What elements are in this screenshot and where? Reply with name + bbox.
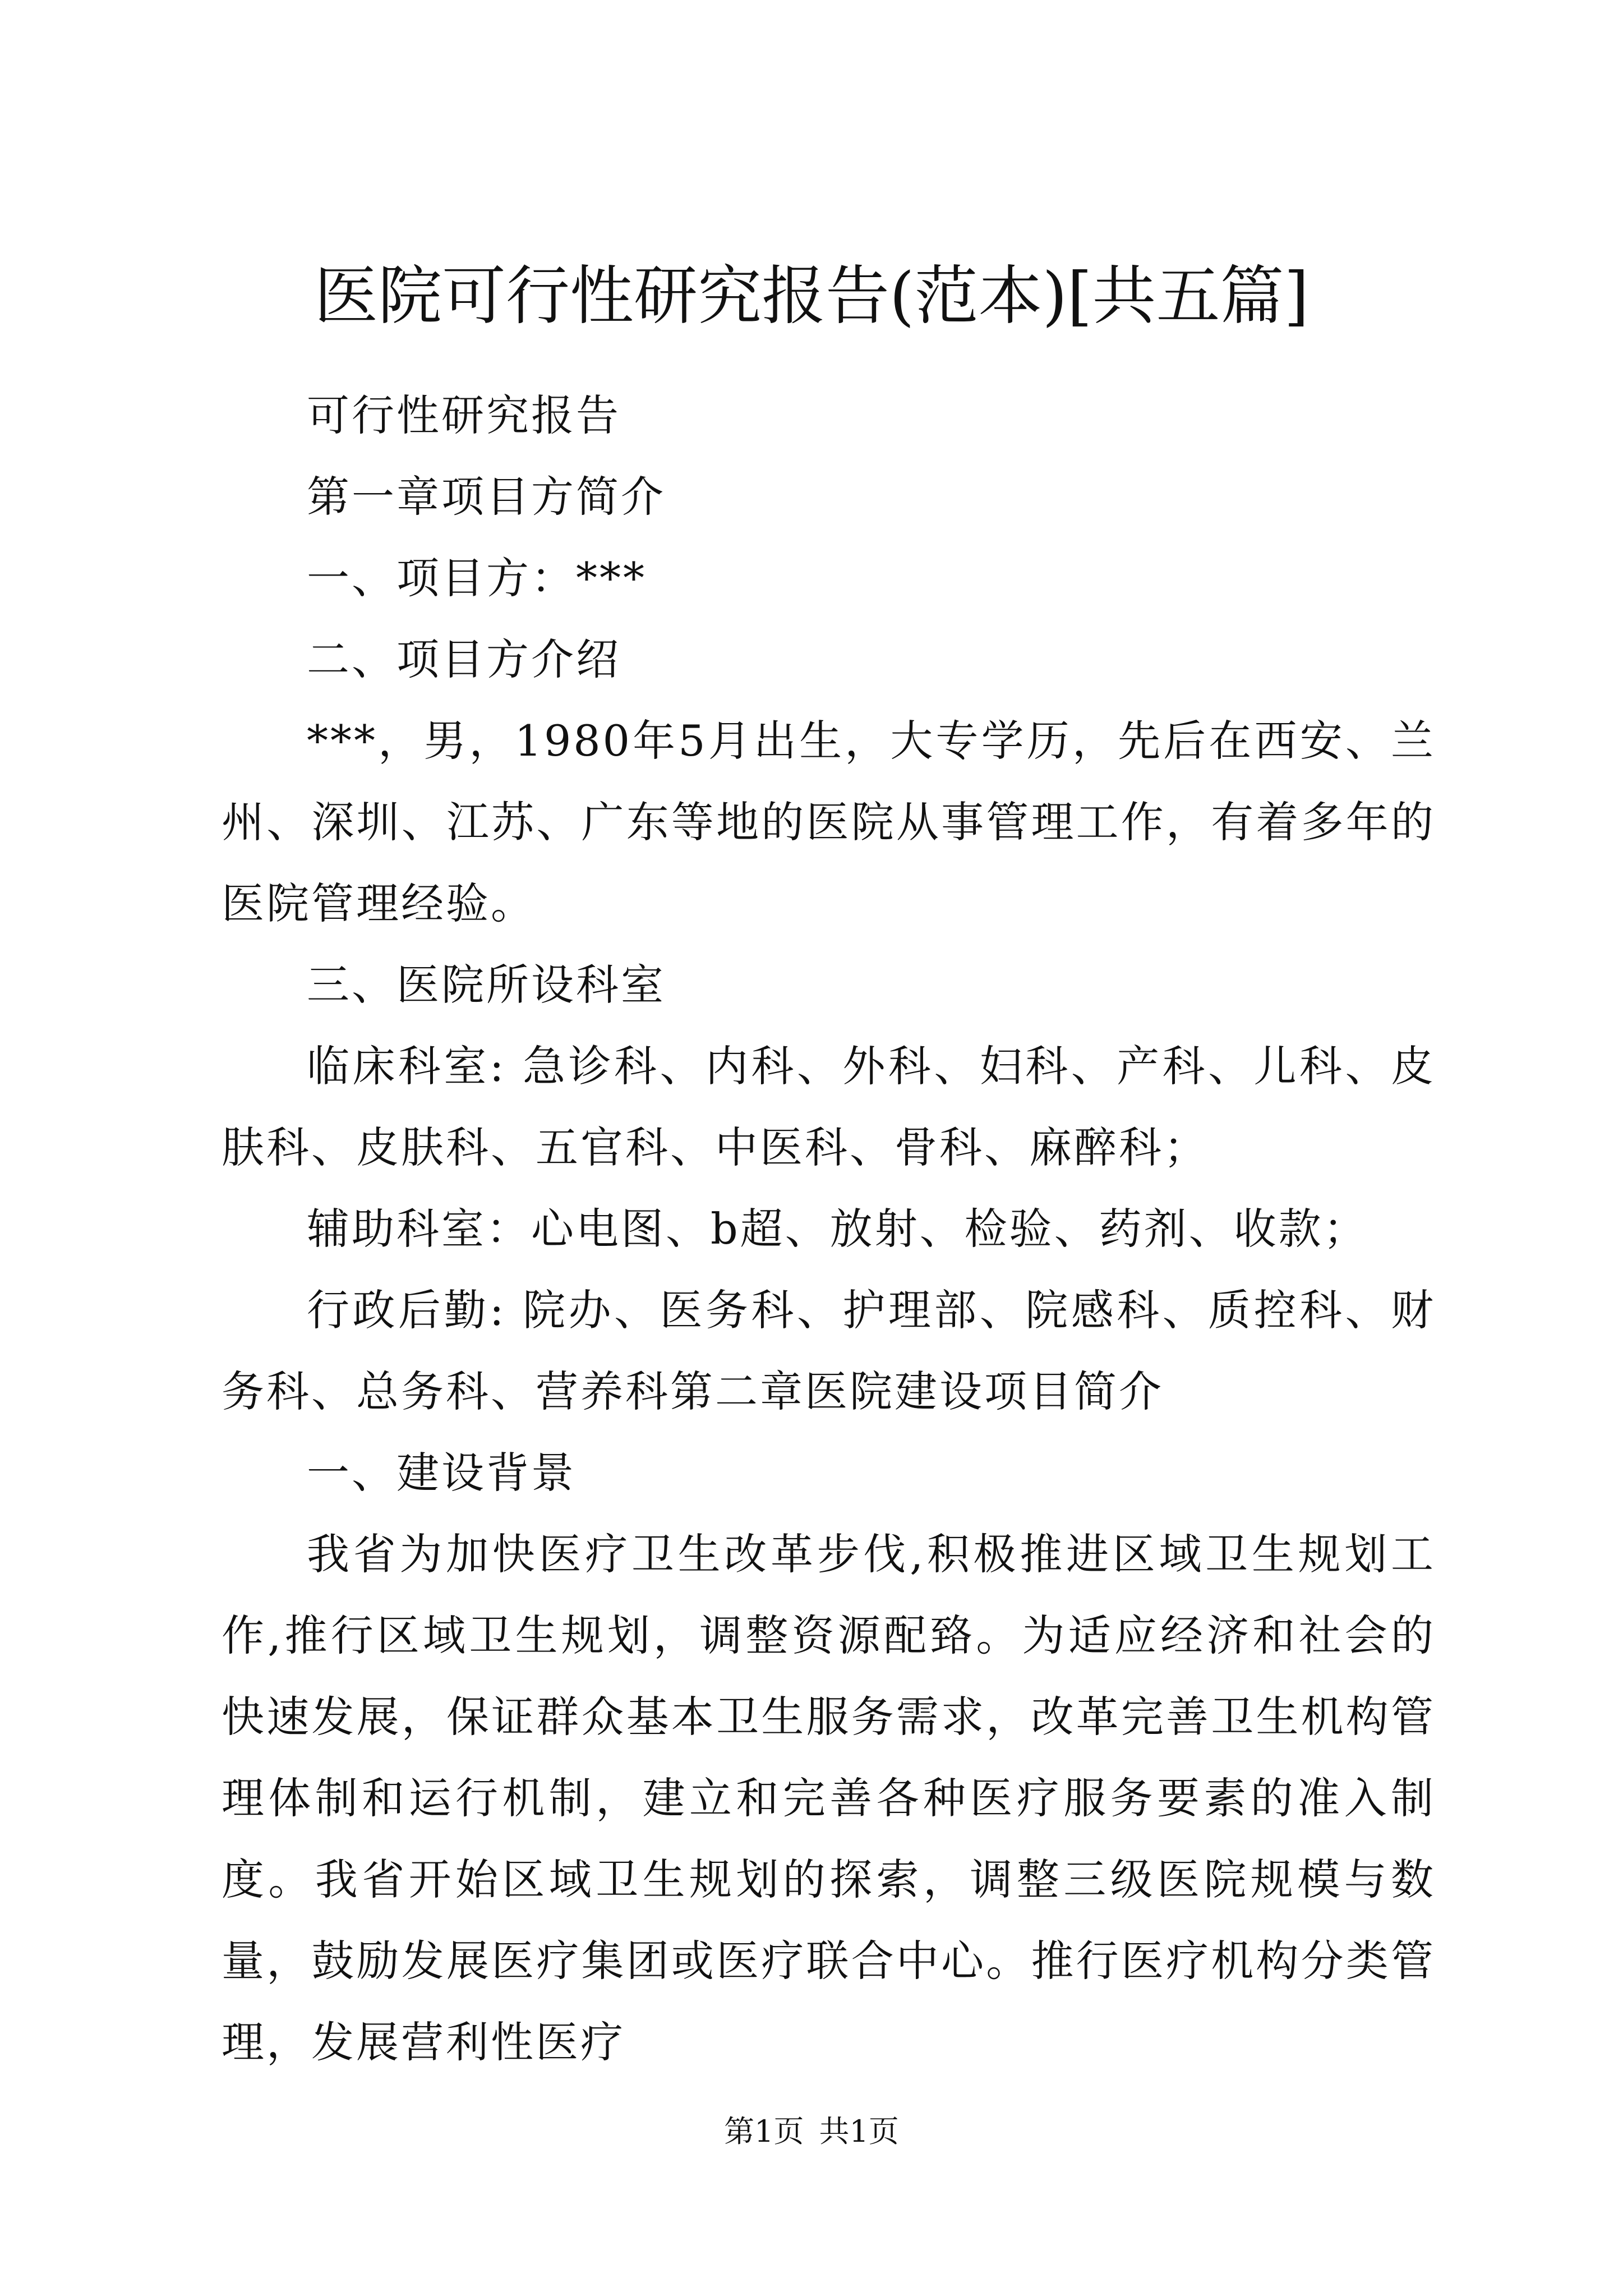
- paragraph: 一、建设背景: [307, 1448, 576, 1498]
- page-footer: [0, 2109, 1623, 2154]
- paragraph: 临床科室: 急诊科、内科、外科、妇科、产科、儿科、皮肤科、皮肤科、五官科、中医科、骨科、麻醉科；: [222, 1041, 1436, 1172]
- paragraph: ***，男，1980年5月出生，大专学历，先后在西安、兰州、深圳、江苏、广东等地的医院从事管理工作，有着多年的医院管理经验。: [222, 716, 1436, 928]
- paragraph: 我省为加快医疗卫生改革步伐,积极推进区域卫生规划工作,推行区域卫生规划，调整资源配臵。为适应经济和社会的快速发展，保证群众基本卫生服务需求，改革完善卫生机构管理体制和运行机制，建立和完善各种医疗服务要素的准入制度。我省开始区域卫生规划的探索，调整三级医院规模与数量，鼓励发展医疗集团或医疗联合中心。推行医疗机构分类管理，发展营利性医疗: [222, 1529, 1436, 2067]
- paragraph: 第一章项目方简介: [307, 472, 666, 522]
- paragraph: 一、项目方：***: [307, 553, 647, 603]
- paragraph: 三、医院所设科室: [307, 960, 666, 1010]
- page-number: 第1页: [724, 2114, 804, 2149]
- paragraph: 辅助科室：心电图、b超、放射、检验、药剂、收款；: [307, 1204, 1368, 1254]
- paragraph: 二、项目方介绍: [307, 634, 621, 684]
- page-total: 共1页: [819, 2114, 899, 2149]
- paragraph: 可行性研究报告: [307, 390, 621, 440]
- document-title: 医院可行性研究报告(范本)[共五篇]: [314, 259, 1309, 333]
- paragraph: 行政后勤: 院办、医务科、护理部、院感科、质控科、财务科、总务科、营养科第二章医院建设项目简介: [222, 1285, 1436, 1416]
- document-body: [222, 375, 1436, 2083]
